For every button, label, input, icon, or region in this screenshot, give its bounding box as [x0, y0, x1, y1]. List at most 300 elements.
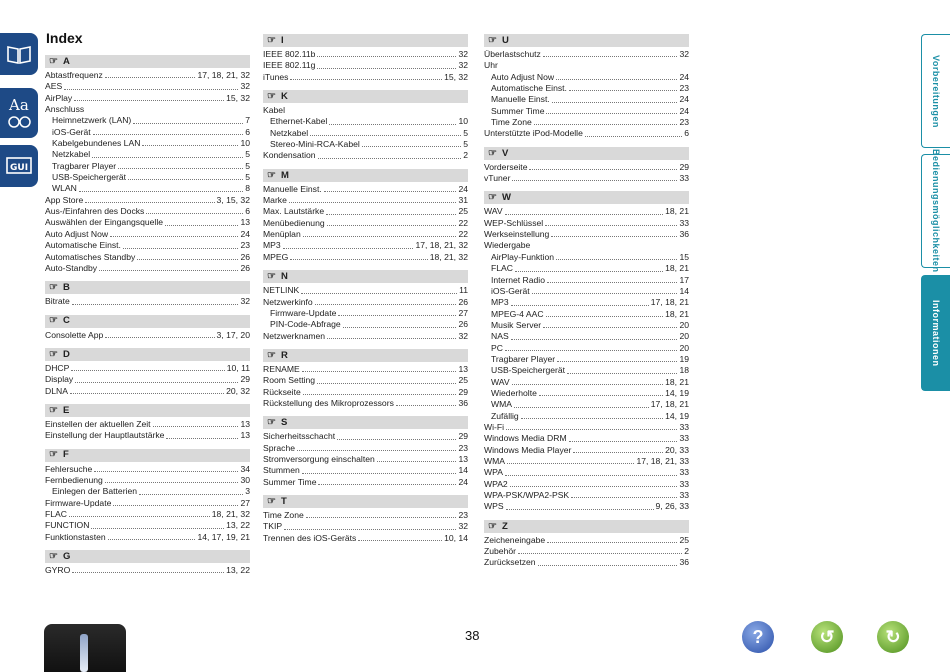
leader-dots [306, 517, 457, 518]
leader-dots [72, 304, 239, 305]
entry-label: NETLINK [263, 285, 300, 296]
back-button[interactable] [811, 621, 843, 653]
leader-dots [329, 124, 456, 125]
svg-text:Aa: Aa [9, 96, 29, 114]
index-entry[interactable] [263, 139, 468, 150]
entry-pages: 14, 19 [665, 410, 689, 421]
entry-label: RENAME [263, 363, 300, 374]
entry-pages: 20, 33 [665, 444, 689, 455]
tab-label: Vorbereitungen [931, 54, 941, 128]
index-entry[interactable] [484, 331, 689, 342]
section-header [484, 147, 689, 160]
leader-dots [284, 529, 456, 530]
index-entry[interactable] [45, 296, 250, 307]
index-entry[interactable] [263, 398, 468, 409]
leader-dots [534, 124, 678, 125]
index-entry[interactable] [45, 195, 250, 206]
entry-label: Summer Time [263, 476, 317, 487]
section-letter: K [280, 90, 288, 102]
entry-pages: 27 [458, 307, 468, 318]
index-entry[interactable] [45, 161, 250, 172]
entry-pages: 18, 21 [665, 376, 689, 387]
entry-label: Unterstützte iPod-Modelle [484, 128, 583, 139]
index-entry[interactable] [484, 479, 689, 490]
leader-dots [585, 136, 682, 137]
leader-dots [283, 248, 414, 249]
entry-pages: 32 [458, 49, 468, 59]
entry-pages: 15, 32 [226, 92, 250, 103]
index-entry[interactable] [263, 195, 468, 206]
section-header [45, 55, 250, 68]
leader-dots [543, 327, 677, 328]
index-entry[interactable] [45, 127, 250, 138]
entry-label: MPEG [263, 251, 289, 262]
leader-dots [71, 370, 224, 371]
entry-label: Netzkabel [270, 127, 309, 138]
entry-label: WPA-PSK/WPA2-PSK [484, 490, 570, 501]
entry-label: Uhr [484, 60, 498, 71]
entry-label: Ethernet-Kabel [270, 116, 328, 127]
leader-dots [303, 394, 457, 395]
section-gap [45, 274, 250, 281]
index-entry[interactable] [484, 240, 689, 251]
section-header [263, 90, 468, 103]
index-entry[interactable] [484, 546, 689, 557]
entry-label: Wiedergabe [484, 240, 531, 251]
leader-dots [546, 113, 677, 114]
index-entry[interactable] [484, 49, 689, 60]
index-entry[interactable] [45, 419, 250, 430]
entry-pages: 20 [679, 342, 689, 353]
index-entry[interactable] [263, 285, 468, 296]
index-entry[interactable] [263, 240, 468, 251]
index-entry[interactable] [45, 206, 250, 217]
entry-label: Windows Media DRM [484, 433, 567, 444]
forward-button[interactable] [877, 621, 909, 653]
index-entry[interactable] [263, 533, 468, 544]
leader-dots [571, 497, 677, 498]
leader-dots [511, 339, 678, 340]
entry-pages: 34 [240, 463, 250, 474]
index-entry[interactable] [45, 386, 250, 397]
index-entry[interactable] [484, 297, 689, 308]
leader-dots [511, 305, 649, 306]
index-entry[interactable] [45, 172, 250, 183]
entry-label: Time Zone [491, 117, 532, 128]
index-entry[interactable] [484, 206, 689, 217]
leader-dots [573, 452, 663, 453]
entry-label: iOS-Gerät [52, 126, 91, 137]
entry-pages: 24 [458, 183, 468, 194]
entry-label: IEEE 802.11b [263, 49, 316, 59]
leader-dots [512, 384, 663, 385]
entry-label: Netzwerkinfo [263, 296, 313, 307]
entry-pages: 33 [679, 217, 689, 228]
entry-label: Fernbedienung [45, 474, 103, 485]
tab-vorbereitungen[interactable] [921, 34, 950, 148]
entry-label: Firmware-Update [270, 307, 337, 318]
section-letter: R [280, 349, 288, 361]
leader-dots [290, 259, 427, 260]
entry-pages: 32 [679, 49, 689, 59]
index-entry[interactable] [45, 149, 250, 160]
pointing-hand-icon: ☞ [49, 404, 58, 416]
index-entry[interactable] [45, 93, 250, 104]
entry-label: Internet Radio [491, 274, 545, 285]
index-entry[interactable] [263, 297, 468, 308]
entry-label: MP3 [263, 240, 281, 251]
index-entry[interactable] [484, 252, 689, 263]
index-entry[interactable] [45, 509, 250, 520]
question-icon: ? [752, 626, 764, 647]
section-gap [484, 140, 689, 147]
leader-dots [94, 471, 238, 472]
index-entry[interactable] [45, 363, 250, 374]
index-entry[interactable] [484, 94, 689, 105]
index-entry[interactable] [263, 431, 468, 442]
index-entry[interactable] [484, 490, 689, 501]
section-header [484, 34, 689, 47]
entry-label: Sprache [263, 442, 296, 453]
leader-dots [539, 395, 663, 396]
index-entry[interactable] [45, 464, 250, 475]
entry-pages: 32 [240, 81, 250, 92]
entry-pages: 3, 15, 32 [216, 194, 250, 205]
entry-label: Bitrate [45, 296, 70, 307]
leader-dots [301, 293, 457, 294]
entry-pages: 17, 18, 21, 33 [636, 456, 689, 466]
section-header [263, 270, 468, 283]
index-entry[interactable] [45, 104, 250, 115]
index-entry[interactable] [484, 229, 689, 240]
entry-label: Manuelle Einst. [263, 183, 322, 194]
leader-dots [556, 79, 677, 80]
entry-label: Musik Server [491, 319, 542, 330]
index-entry[interactable] [484, 263, 689, 274]
entry-pages: 18, 21, 32 [211, 508, 250, 519]
section-letter: E [62, 404, 70, 416]
leader-dots [69, 516, 210, 517]
index-entry[interactable] [45, 229, 250, 240]
leader-dots [105, 337, 214, 338]
index-entry[interactable] [484, 445, 689, 456]
index-entry[interactable] [263, 308, 468, 319]
tab-label: Bedienungsmöglichkeiten [931, 149, 941, 273]
entry-label: Rückstellung des Mikroprozessors [263, 397, 394, 408]
index-entry[interactable] [45, 263, 250, 274]
leader-dots [317, 383, 456, 384]
index-entry[interactable] [263, 510, 468, 521]
index-entry[interactable] [484, 422, 689, 433]
section-gap [263, 409, 468, 416]
leader-dots [137, 259, 238, 260]
index-entry[interactable] [484, 501, 689, 512]
index-entry[interactable] [484, 128, 689, 139]
section-letter: S [280, 417, 288, 429]
index-entry[interactable] [263, 521, 468, 532]
index-entry[interactable] [263, 465, 468, 476]
help-button[interactable] [742, 621, 774, 653]
index-entry[interactable] [484, 411, 689, 422]
entry-label: FUNCTION [45, 520, 90, 531]
index-entry[interactable] [45, 520, 250, 531]
entry-pages: 29 [458, 386, 468, 397]
index-entry[interactable] [45, 374, 250, 385]
index-entry[interactable] [484, 173, 689, 184]
index-entry[interactable] [484, 456, 689, 467]
entry-label: Fehlersuche [45, 463, 93, 474]
index-entry[interactable] [484, 106, 689, 117]
entry-pages: 5 [245, 149, 250, 160]
entry-label: Kondensation [263, 150, 316, 161]
entry-pages: 36 [458, 397, 468, 408]
index-entry[interactable] [484, 72, 689, 83]
index-entry[interactable] [263, 150, 468, 161]
entry-pages: 33 [679, 467, 689, 478]
entry-pages: 15 [679, 251, 689, 262]
leader-dots [505, 350, 677, 351]
pointing-hand-icon: ☞ [267, 417, 276, 429]
entry-pages: 18, 21 [665, 263, 689, 274]
entry-label: iTunes [263, 71, 289, 82]
index-entry[interactable] [263, 229, 468, 240]
tab-informationen[interactable] [921, 275, 950, 391]
index-entry[interactable] [45, 532, 250, 543]
entry-pages: 14, 17, 19, 21 [197, 531, 250, 542]
entry-pages: 18, 21 [665, 206, 689, 217]
entry-pages: 18, 21, 32 [429, 251, 468, 262]
section-letter: Z [501, 520, 508, 532]
index-entry[interactable] [484, 162, 689, 173]
index-column-3 [484, 34, 689, 569]
leader-dots [75, 382, 238, 383]
index-entry[interactable] [484, 433, 689, 444]
entry-pages: 10 [458, 116, 468, 127]
section-gap [263, 488, 468, 495]
entry-label: Time Zone [263, 509, 304, 520]
section-letter: G [62, 550, 71, 562]
entry-pages: 6 [245, 126, 250, 137]
index-entry[interactable] [45, 252, 250, 263]
leader-dots [70, 393, 224, 394]
section-gap [45, 442, 250, 449]
entry-pages: 13, 22 [226, 520, 250, 531]
index-entry[interactable] [45, 565, 250, 576]
section-gap [45, 397, 250, 404]
index-entry[interactable] [484, 83, 689, 94]
section-header [45, 449, 250, 462]
index-entry[interactable] [45, 183, 250, 194]
entry-pages: 32 [458, 521, 468, 532]
index-entry[interactable] [263, 105, 468, 116]
entry-pages: 10 [240, 138, 250, 149]
index-entry[interactable] [45, 115, 250, 126]
section-gap [263, 162, 468, 169]
entry-label: Automatisches Standby [45, 251, 136, 262]
index-entry[interactable] [263, 128, 468, 139]
entry-label: WMA [491, 399, 513, 410]
index-entry[interactable] [45, 430, 250, 441]
entry-label: Kabelgebundenes LAN [52, 138, 141, 149]
index-entry[interactable] [263, 184, 468, 195]
index-entry[interactable] [263, 387, 468, 398]
back-arrow-icon: ↺ [819, 626, 835, 647]
index-entry[interactable] [263, 116, 468, 127]
index-entry[interactable] [484, 365, 689, 376]
entry-pages: 18, 21 [665, 308, 689, 319]
index-entry[interactable] [45, 138, 250, 149]
index-entry[interactable] [263, 49, 468, 60]
pointing-hand-icon: ☞ [49, 449, 58, 461]
index-entry[interactable] [484, 275, 689, 286]
entry-label: Abtastfrequenz [45, 70, 103, 80]
leader-dots [166, 438, 238, 439]
entry-label: Netzkabel [52, 149, 91, 160]
entry-pages: 3, 17, 20 [216, 329, 250, 340]
entry-label: FLAC [491, 263, 513, 274]
entry-label: WPA2 [484, 478, 508, 489]
entry-pages: 26 [458, 296, 468, 307]
forward-arrow-icon: ↻ [885, 626, 901, 647]
entry-label: Stromversorgung einschalten [263, 453, 375, 464]
entry-label: WAV [491, 376, 510, 387]
pointing-hand-icon: ☞ [488, 192, 497, 204]
index-entry[interactable] [263, 454, 468, 465]
leader-dots [146, 213, 243, 214]
section-letter: U [501, 34, 509, 46]
entry-pages: 24 [240, 228, 250, 239]
index-entry[interactable] [484, 309, 689, 320]
index-entry[interactable] [263, 252, 468, 263]
entry-pages: 13 [240, 418, 250, 429]
section-gap [45, 543, 250, 550]
index-entry[interactable] [484, 218, 689, 229]
index-entry[interactable] [484, 388, 689, 399]
index-entry[interactable] [263, 443, 468, 454]
index-entry[interactable] [484, 320, 689, 331]
leader-dots [123, 248, 238, 249]
entry-label: Automatische Einst. [491, 83, 567, 94]
leader-dots [543, 56, 678, 57]
leader-dots [72, 572, 224, 573]
leader-dots [337, 439, 456, 440]
index-entry[interactable] [484, 286, 689, 297]
leader-dots [529, 169, 677, 170]
book-icon-tab[interactable] [0, 33, 38, 75]
index-entry[interactable] [45, 81, 250, 92]
entry-label: PIN-Code-Abfrage [270, 319, 341, 330]
index-entry[interactable] [263, 72, 468, 83]
index-entry[interactable] [484, 343, 689, 354]
index-entry[interactable] [45, 475, 250, 486]
font-icon-tab[interactable] [0, 88, 38, 138]
leader-dots [506, 509, 654, 510]
pointing-hand-icon: ☞ [267, 90, 276, 102]
font-icon [6, 93, 32, 133]
entry-pages: 23 [458, 509, 468, 520]
leader-dots [551, 236, 677, 237]
leader-dots [317, 68, 456, 69]
index-entry[interactable] [263, 206, 468, 217]
leader-dots [358, 540, 442, 541]
gui-icon-tab[interactable] [0, 145, 38, 187]
index-entry[interactable] [484, 557, 689, 568]
entry-pages: 24 [679, 94, 689, 105]
entry-pages: 29 [679, 161, 689, 172]
tab-bedienungsmoeglichkeiten[interactable] [921, 149, 950, 273]
index-entry[interactable] [45, 217, 250, 228]
entry-pages: 25 [458, 206, 468, 217]
section-letter: B [62, 282, 70, 294]
entry-label: Consolette App [45, 329, 104, 340]
entry-label: Einstellung der Hauptlautstärke [45, 430, 165, 441]
index-entry[interactable] [263, 477, 468, 488]
section-header [263, 34, 468, 47]
entry-pages: 20, 32 [226, 385, 250, 396]
entry-pages: 13 [458, 453, 468, 464]
entry-pages: 15, 32 [444, 71, 468, 82]
entry-label: Display [45, 374, 74, 385]
entry-pages: 9, 26, 33 [655, 501, 689, 512]
index-entry[interactable] [484, 354, 689, 365]
section-gap [263, 263, 468, 270]
index-entry[interactable] [484, 377, 689, 388]
section-header [263, 416, 468, 429]
entry-pages: 19 [679, 353, 689, 364]
leader-dots [510, 486, 678, 487]
entry-pages: 33 [679, 421, 689, 432]
section-header [45, 550, 250, 563]
index-entry[interactable] [45, 240, 250, 251]
leader-dots [538, 565, 678, 566]
leader-dots [74, 100, 224, 101]
index-entry[interactable] [484, 535, 689, 546]
leader-dots [547, 542, 677, 543]
section-letter: M [280, 169, 289, 181]
index-entry[interactable] [263, 375, 468, 386]
index-entry[interactable] [484, 117, 689, 128]
entry-label: WPS [484, 501, 504, 512]
entry-pages: 24 [679, 105, 689, 116]
index-entry[interactable] [45, 498, 250, 509]
index-entry[interactable] [263, 319, 468, 330]
entry-pages: 13 [240, 430, 250, 441]
entry-label: WPA [484, 467, 503, 478]
entry-label: Netzwerknamen [263, 330, 326, 341]
index-entry[interactable] [263, 331, 468, 342]
index-entry[interactable] [263, 364, 468, 375]
entry-label: Auto Adjust Now [45, 228, 109, 239]
entry-label: Funktionstasten [45, 531, 106, 542]
leader-dots [324, 191, 457, 192]
index-entry[interactable] [263, 218, 468, 229]
index-entry[interactable] [484, 399, 689, 410]
pointing-hand-icon: ☞ [267, 34, 276, 46]
index-entry[interactable] [45, 486, 250, 497]
index-entry[interactable] [263, 60, 468, 71]
entry-pages: 11 [459, 285, 468, 296]
entry-pages: 14 [679, 285, 689, 296]
svg-text:GUI: GUI [10, 163, 29, 173]
index-entry[interactable] [45, 330, 250, 341]
entry-label: USB-Speichergerät [52, 172, 127, 183]
index-entry[interactable] [484, 467, 689, 478]
entry-pages: 23 [240, 240, 250, 251]
index-entry[interactable] [45, 70, 250, 81]
index-entry[interactable] [484, 60, 689, 71]
leader-dots [396, 405, 457, 406]
entry-label: Vorderseite [484, 161, 528, 172]
